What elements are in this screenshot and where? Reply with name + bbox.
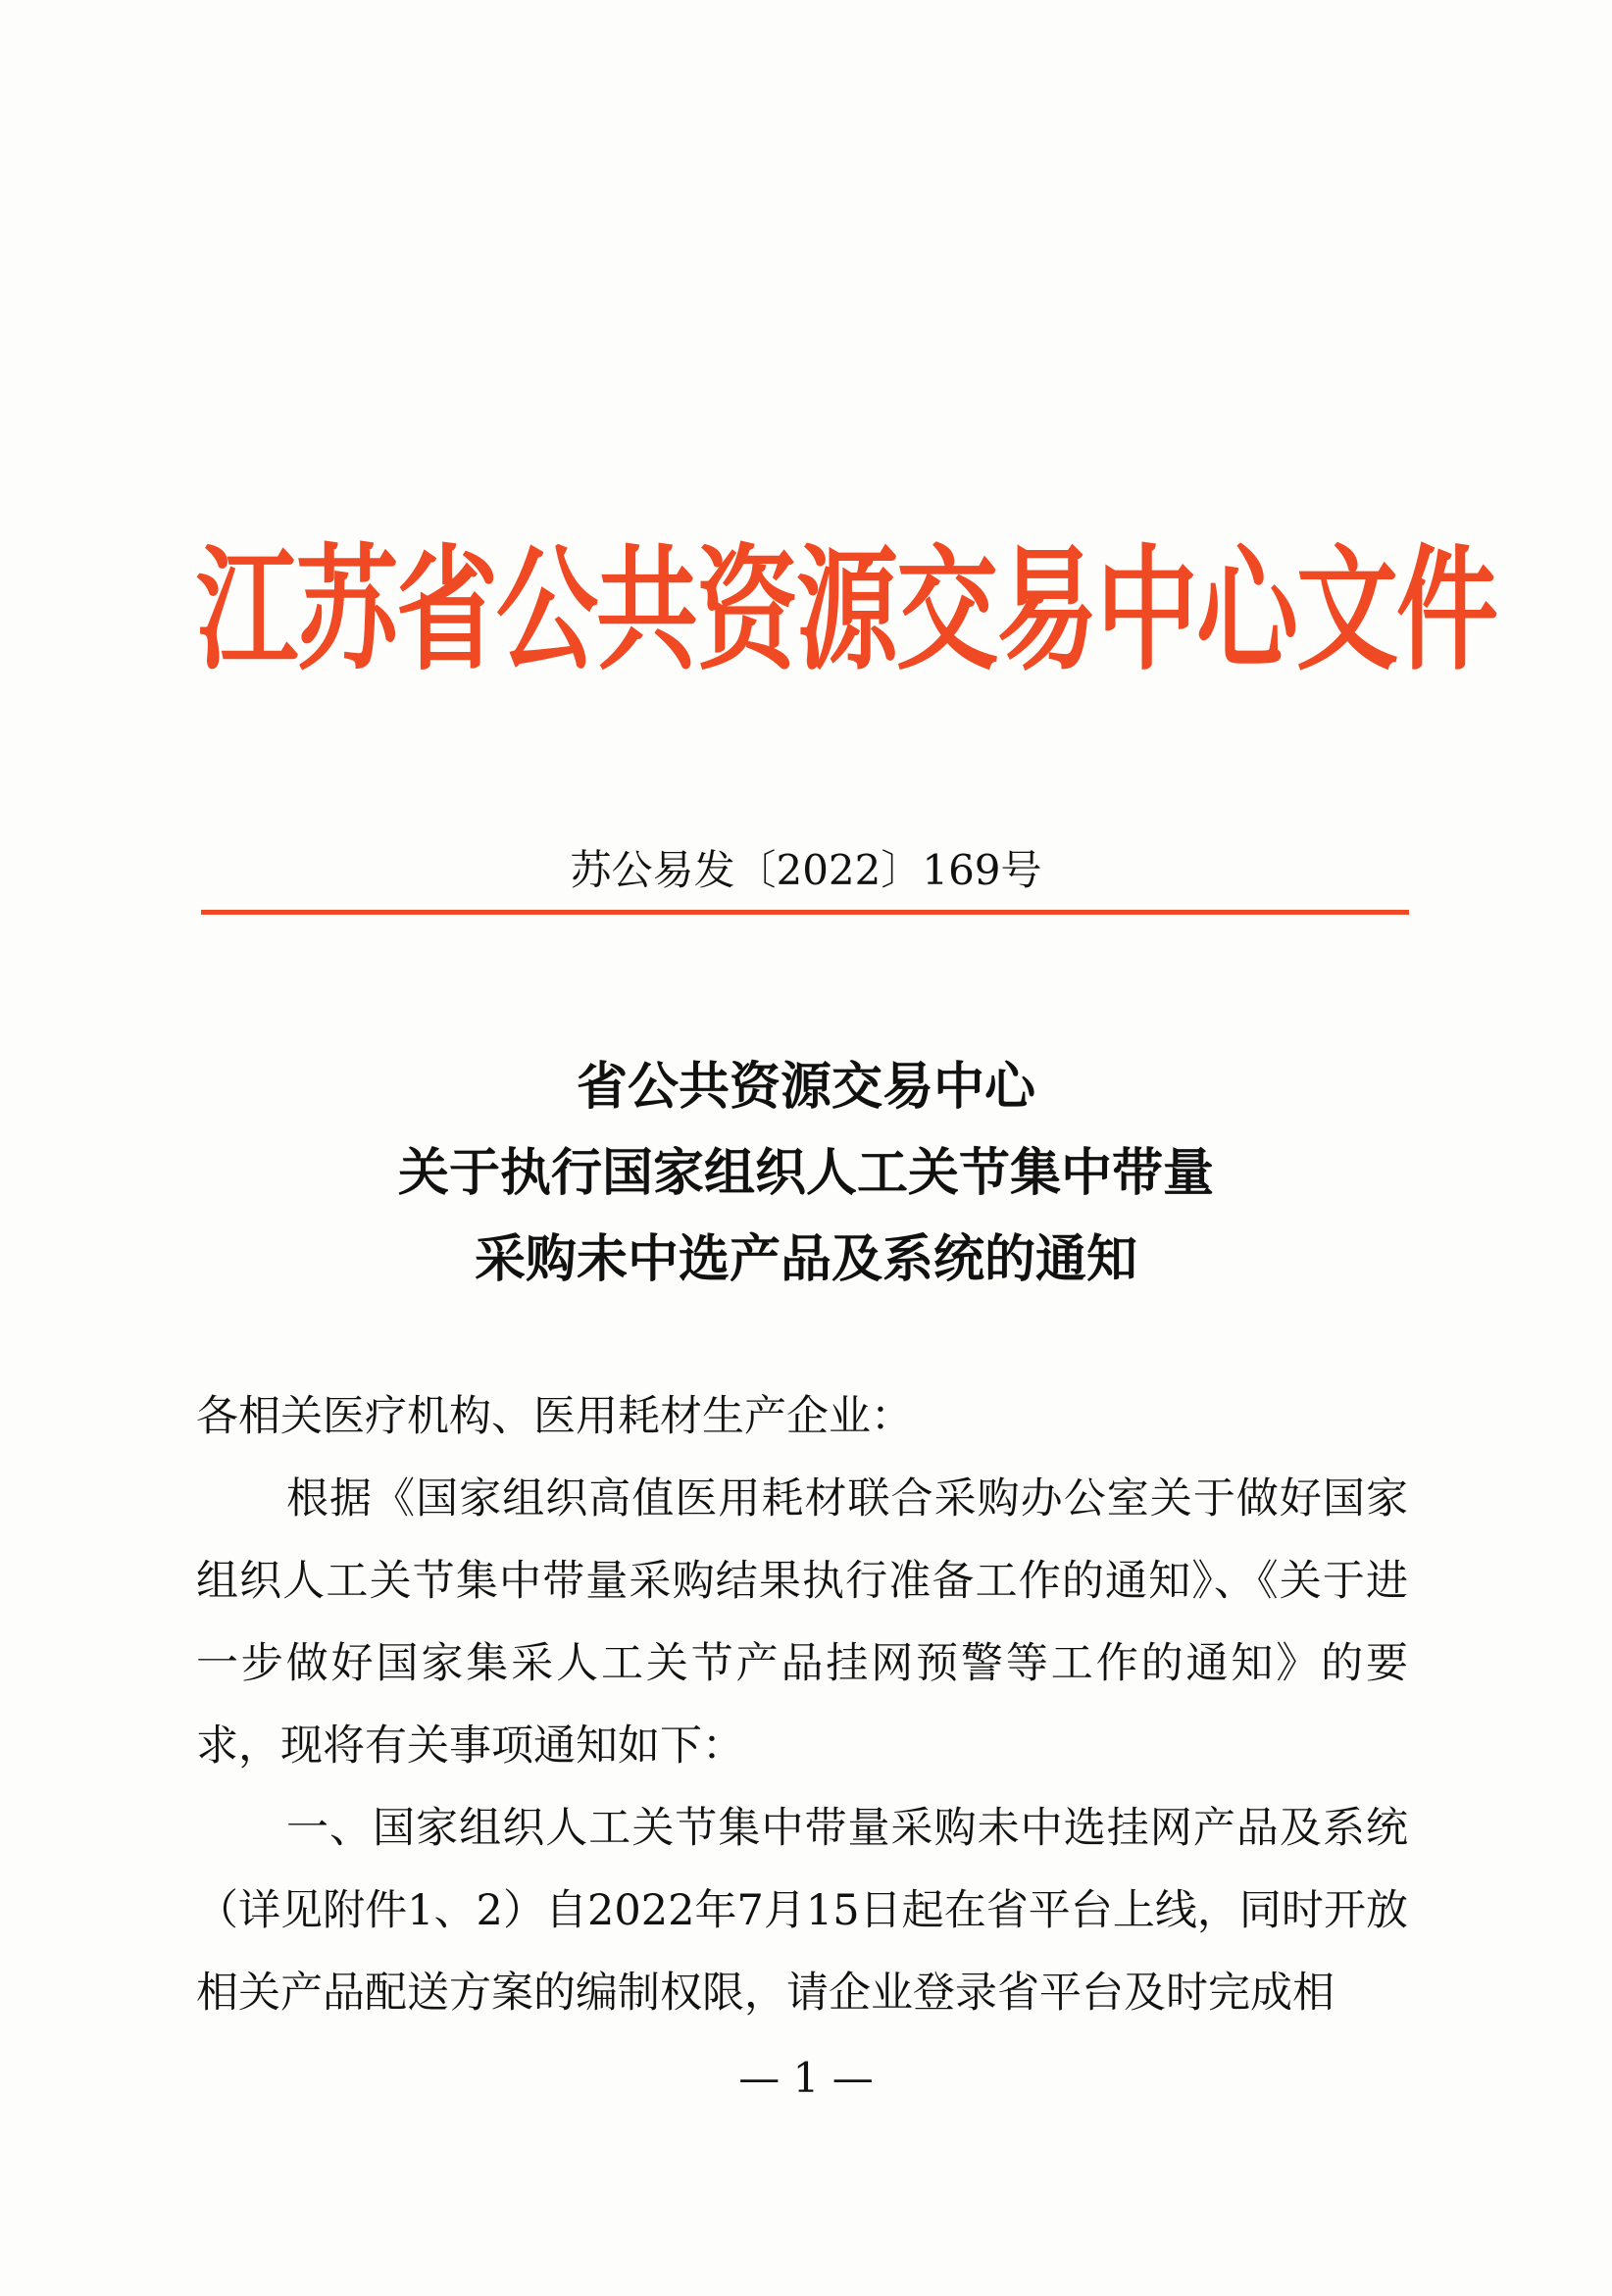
title-line-2: 关于执行国家组织人工关节集中带量 (397, 1143, 1214, 1203)
body-paragraph-1: 根据《国家组织高值医用耗材联合采购办公室关于做好国家组织人工关节集中带量采购结果执行准备工作的通知》、《关于进一步做好国家集采人工关节产品挂网预警等工作的通知》的要求，现将有关事项通知如下： (196, 1474, 1408, 1771)
page-number: — 1 — (738, 2054, 874, 2102)
document-title (196, 1044, 1416, 1303)
document-body (196, 1375, 1408, 2034)
body-paragraph-2: 一、国家组织人工关节集中带量采购未中选挂网产品及系统（详见附件1、2）自2022年7月15日起在省平台上线，同时开放相关产品配送方案的编制权限，请企业登录省平台及时完成相 (196, 1804, 1408, 2018)
title-line-1: 省公共资源交易中心 (576, 1057, 1035, 1117)
issuer-masthead: 江苏省公共资源交易中心文件 (196, 530, 1497, 689)
red-divider-rule (201, 910, 1409, 915)
title-line-3: 采购未中选产品及系统的通知 (474, 1229, 1137, 1289)
salutation: 各相关医疗机构、医用耗材生产企业： (196, 1392, 913, 1441)
document-number: 苏公易发〔2022〕169号 (570, 846, 1042, 894)
